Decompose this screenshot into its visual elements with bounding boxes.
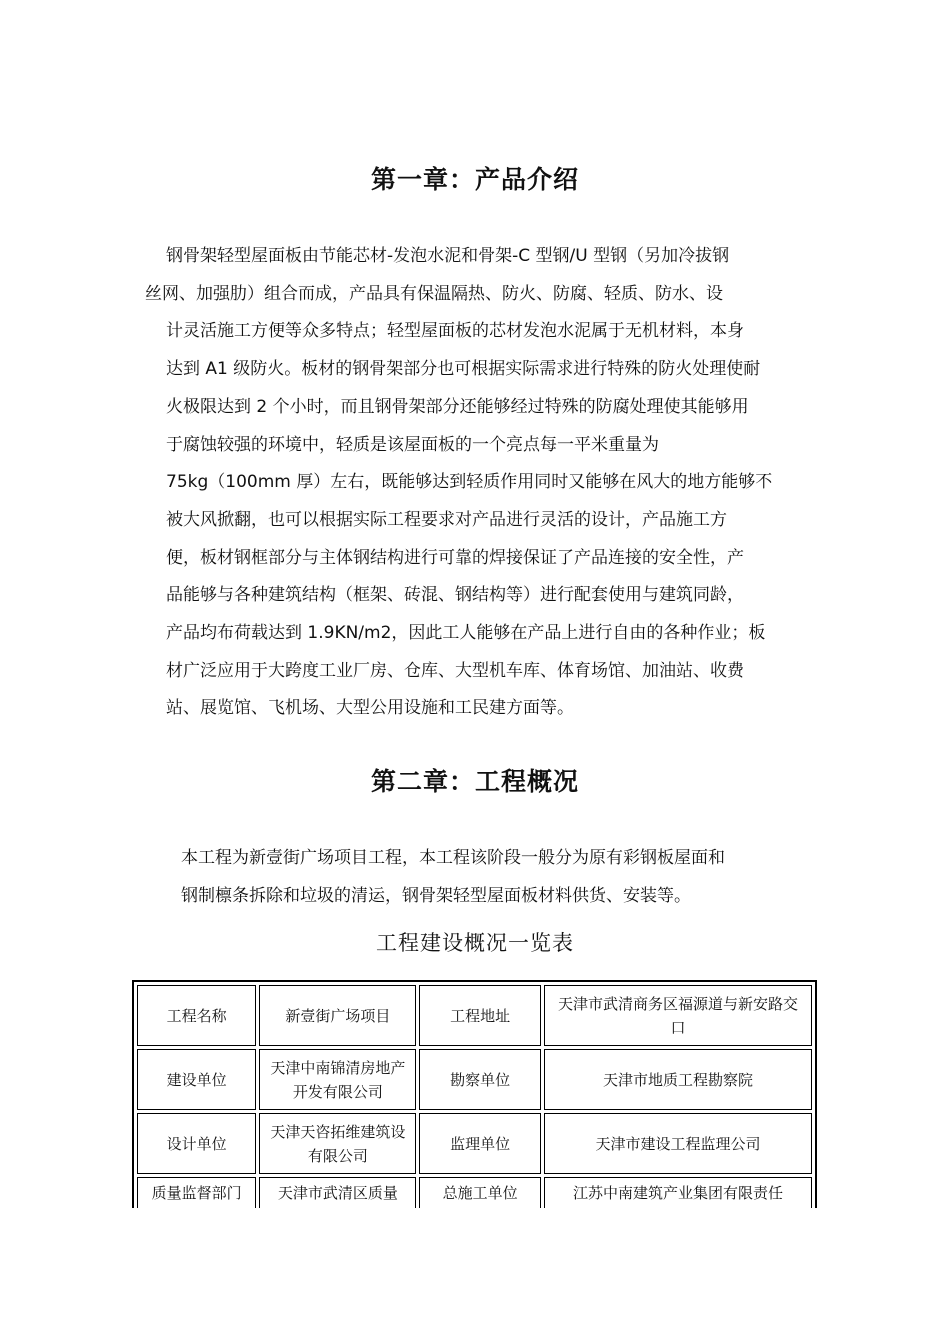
table-cell-label: 建设单位 <box>137 1049 256 1110</box>
table-cell-value: 天津中南锦清房地产开发有限公司 <box>259 1049 416 1110</box>
table-caption: 工程建设概况一览表 <box>376 931 574 955</box>
product-intro-paragraph <box>145 238 813 728</box>
project-overview-table <box>132 980 817 1208</box>
table-row <box>137 985 812 1046</box>
paragraph-line: 站、展览馆、飞机场、大型公用设施和工民建方面等。 <box>166 698 574 719</box>
paragraph-line: 品能够与各种建筑结构（框架、砖混、钢结构等）进行配套使用与建筑同龄， <box>166 585 744 606</box>
table-cell-value: 江苏中南建筑产业集团有限责任 <box>544 1177 812 1208</box>
table-cell-value: 天津天咨拓维建筑设有限公司 <box>259 1113 416 1174</box>
paragraph-line: 火极限达到 2 个小时，而且钢骨架部分还能够经过特殊的防腐处理使其能够用 <box>166 396 749 417</box>
table-cell-label: 勘察单位 <box>419 1049 541 1110</box>
paragraph-line: 钢骨架轻型屋面板由节能芯材-发泡水泥和骨架-C 型钢/U 型钢（另加冷拔钢 <box>166 246 730 266</box>
paragraph-line: 被大风掀翻，也可以根据实际工程要求对产品进行灵活的设计，产品施工方 <box>166 509 727 530</box>
table-cell-value: 天津市地质工程勘察院 <box>544 1049 812 1110</box>
table-cell-value: 天津市武清区质量 <box>259 1177 416 1208</box>
project-overview-paragraph <box>145 840 813 915</box>
paragraph-line: 钢制檩条拆除和垃圾的清运，钢骨架轻型屋面板材料供货、安装等。 <box>181 885 691 906</box>
paragraph-line: 产品均布荷载达到 1.9KN/m2，因此工人能够在产品上进行自由的各种作业；板 <box>166 623 766 644</box>
chapter-1-title: 第一章：产品介绍 <box>370 165 579 194</box>
table-cell-value: 天津市武清商务区福源道与新安路交口 <box>544 985 812 1046</box>
paragraph-line: 丝网、加强肋）组合而成，产品具有保温隔热、防火、防腐、轻质、防水、设 <box>145 283 723 304</box>
paragraph-line: 75kg（100mm 厚）左右，既能够达到轻质作用同时又能够在风大的地方能够不 <box>166 472 773 493</box>
paragraph-line: 于腐蚀较强的环境中，轻质是该屋面板的一个亮点每一平米重量为 <box>166 434 659 455</box>
table-cell-label: 质量监督部门 <box>137 1177 256 1208</box>
table-cell-label: 工程名称 <box>137 985 256 1046</box>
chapter-2-title: 第二章：工程概况 <box>370 767 579 796</box>
table-row <box>137 1049 812 1110</box>
paragraph-line: 达到 A1 级防火。板材的钢骨架部分也可根据实际需求进行特殊的防火处理使耐 <box>166 359 761 380</box>
table-cell-label: 工程地址 <box>419 985 541 1046</box>
table-row <box>137 1113 812 1174</box>
table-cell-label: 设计单位 <box>137 1113 256 1174</box>
table-cell-label: 监理单位 <box>419 1113 541 1174</box>
table-row <box>137 1177 812 1208</box>
table-cell-label: 总施工单位 <box>419 1177 541 1208</box>
paragraph-line: 本工程为新壹街广场项目工程，本工程该阶段一般分为原有彩钢板屋面和 <box>181 848 725 868</box>
table-cell-value: 新壹街广场项目 <box>259 985 416 1046</box>
paragraph-line: 便，板材钢框部分与主体钢结构进行可靠的焊接保证了产品连接的安全性，产 <box>166 547 744 568</box>
paragraph-line: 计灵活施工方便等众多特点；轻型屋面板的芯材发泡水泥属于无机材料，本身 <box>166 321 744 342</box>
table-cell-value: 天津市建设工程监理公司 <box>544 1113 812 1174</box>
paragraph-line: 材广泛应用于大跨度工业厂房、仓库、大型机车库、体育场馆、加油站、收费 <box>166 660 744 681</box>
